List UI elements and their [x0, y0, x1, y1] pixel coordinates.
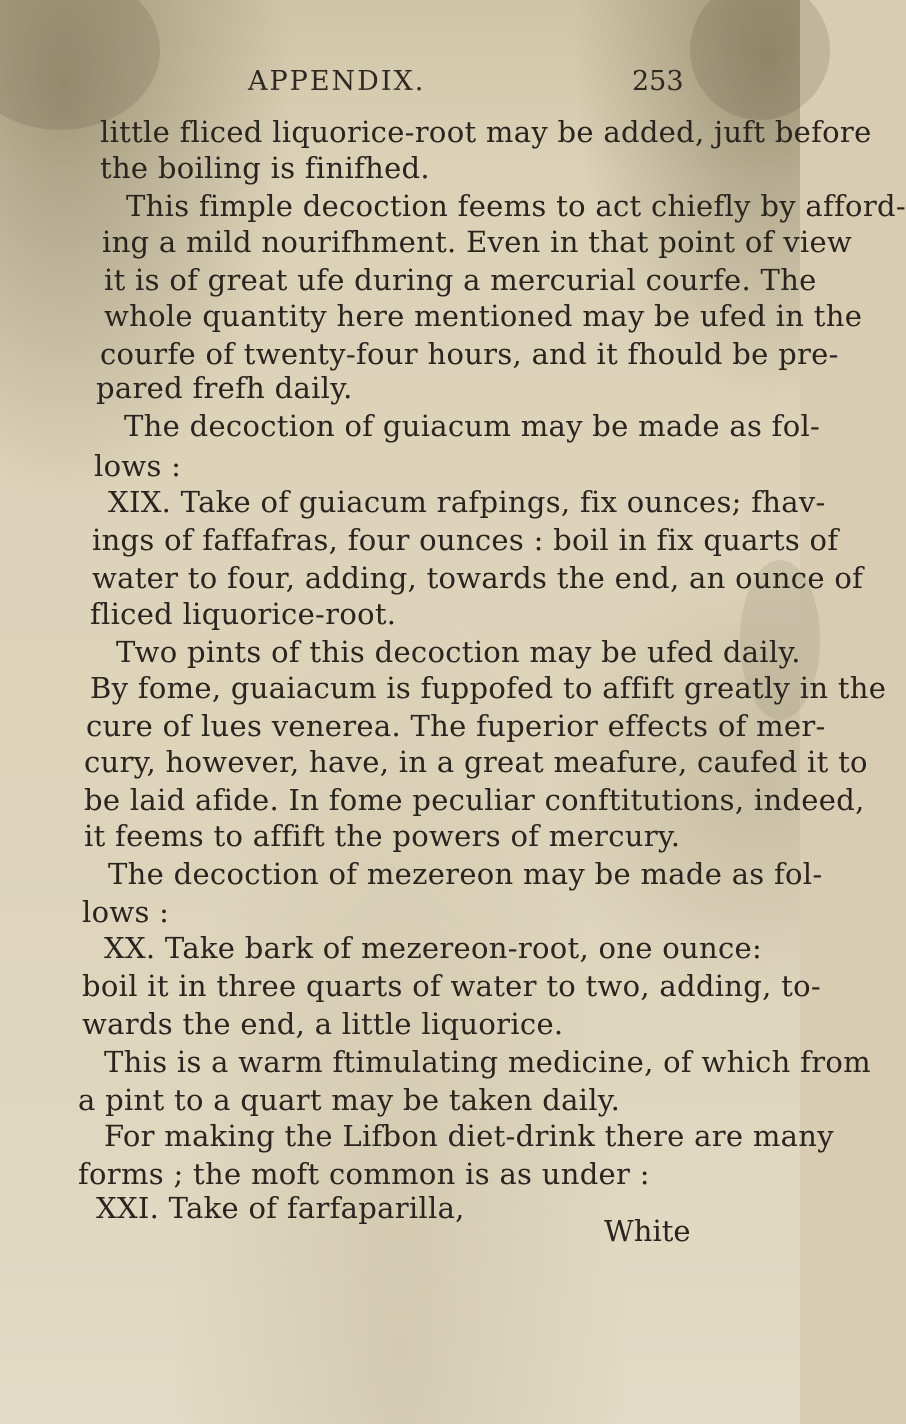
text-line: cury, however, have, in a great meafure, caufed it to	[84, 745, 868, 779]
text-line: it is of great ufe during a mercurial courfe. The	[104, 263, 817, 297]
text-line: forms ; the moft common is as under :	[78, 1157, 650, 1191]
text-line: wards the end, a little liquorice.	[82, 1007, 564, 1041]
text-line: be laid afide. In fome peculiar conftitutions, indeed,	[84, 783, 865, 817]
text-line: whole quantity here mentioned may be ufed in the	[104, 299, 863, 333]
text-line: XIX. Take of guiacum rafpings, fix ounces; fhav-	[108, 485, 826, 519]
text-line: cure of lues venerea. The fuperior effects of mer-	[86, 709, 826, 743]
text-line: Two pints of this decoction may be ufed daily.	[116, 635, 801, 669]
text-line: lows :	[82, 895, 170, 929]
page-number: 253	[632, 66, 684, 97]
text-line: XX. Take bark of mezereon-root, one ounce:	[104, 931, 763, 965]
text-line: This fimple decoction feems to act chiefly by afford-	[126, 189, 906, 223]
text-line: For making the Lifbon diet-drink there are many	[104, 1119, 834, 1153]
text-line: ing a mild nourifhment. Even in that point of view	[102, 225, 853, 259]
page-header	[0, 66, 800, 106]
catchword: White	[604, 1214, 691, 1248]
text-line: a pint to a quart may be taken daily.	[78, 1083, 621, 1117]
text-line: pared frefh daily.	[96, 371, 353, 405]
text-line: the boiling is finifhed.	[100, 151, 430, 185]
text-line: This is a warm ftimulating medicine, of which from	[104, 1045, 871, 1079]
text-line: The decoction of guiacum may be made as fol-	[124, 409, 821, 443]
text-line: little fliced liquorice-root may be added, juft before	[100, 115, 872, 149]
text-line: XXI. Take of farfaparilla,	[96, 1191, 465, 1225]
text-line: boil it in three quarts of water to two, adding, to-	[82, 969, 821, 1003]
text-line: it feems to affift the powers of mercury.	[84, 819, 681, 853]
text-line: courfe of twenty-four hours, and it fhould be pre-	[100, 337, 839, 371]
text-line: By fome, guaiacum is fuppofed to affift greatly in the	[90, 671, 887, 705]
text-line: fliced liquorice-root.	[90, 597, 397, 631]
text-line: The decoction of mezereon may be made as fol-	[108, 857, 823, 891]
running-head: APPENDIX.	[248, 66, 426, 97]
text-line: lows :	[94, 449, 182, 483]
text-line: water to four, adding, towards the end, an ounce of	[92, 561, 864, 595]
paper-stain	[0, 0, 160, 130]
text-line: ings of faffafras, four ounces : boil in fix quarts of	[92, 523, 839, 557]
